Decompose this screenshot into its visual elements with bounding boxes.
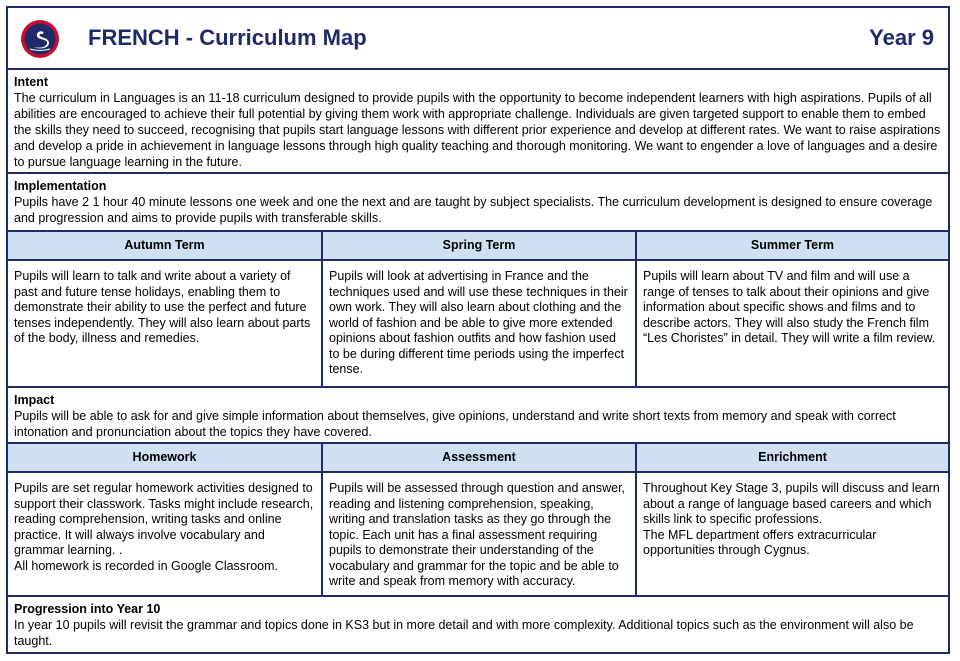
implementation-heading: Implementation [14,179,107,193]
curriculum-map-page [6,6,950,654]
impact-section [8,388,948,444]
homework-text-1: Pupils are set regular homework activities designed to support their classwork. Tasks might include research, reading comprehension, writing tasks and online practice. It will always involve vocabulary and grammar learning. . [14,481,314,557]
autumn-term-content: Pupils will learn to talk and write about a variety of past and future tense holidays, enabling them to demonstrate their ability to use the perfect and future tenses independently. They will also learn about parts of the body, illness and remedies. [8,261,323,386]
intent-section [8,70,948,174]
homework-content [8,473,323,595]
implementation-text: Pupils have 2 1 hour 40 minute lessons one week and one the next and are taught by subject specialists. The curriculum development is designed to ensure coverage and progression and aims to provide pupils with transferable skills. [14,195,933,225]
progression-heading: Progression into Year 10 [14,602,161,616]
assessment-header: Assessment [323,444,637,471]
summer-term-content: Pupils will learn about TV and film and will use a range of tenses to talk about their opinions and give information about specific shows and films and to describe actors. They will also study the French film “Les Choristes” in detail. They will write a film review. [643,269,936,345]
enrichment-text-1: Throughout Key Stage 3, pupils will discuss and learn about a range of language based careers and which skills link to specific professions. [643,481,940,526]
swan-crest-logo-icon [20,19,60,59]
spring-term-header: Spring Term [323,232,637,259]
summer-term-header: Summer Term [750,238,835,252]
autumn-term-header: Autumn Term [8,232,323,259]
enrichment-text-2: The MFL department offers extracurricular opportunities through Cygnus. [643,527,877,557]
progression-section [8,597,948,652]
extras-header-row [8,444,948,473]
terms-content-row [8,261,948,388]
spring-term-content: Pupils will look at advertising in France and the techniques used and will use these techniques in their own work. They will also learn about clothing and the world of fashion and be able to give more extended opinions about fashion outfits and how fashion used to be during different time periods using the imperfect tense. [323,261,637,386]
homework-text-2: All homework is recorded in Google Classroom. [14,558,278,573]
implementation-section [8,174,948,232]
enrichment-content [637,473,948,595]
intent-text: The curriculum in Languages is an 11-18 curriculum designed to provide pupils with the opportunity to become independent learners with high aspirations. Pupils of all abilities are encouraged to achieve their full potential by giving them work with appropriate challenge. Individuals are given targeted support to enable them to embed the skills they need to succeed, recognising that pupils start language lessons with different prior experience and develop at different rates. We want to raise aspirations and develop a pride in achievement in language lessons through high quality teaching and thorough monitoring. We want to engender a love of languages and a desire to pursue language learning in the future. [14,91,941,169]
year-label: Year 9 [869,25,934,50]
progression-text: In year 10 pupils will revisit the grammar and topics done in KS3 but in more detail and with more complexity. Additional topics such as the environment will also be taught. [14,618,914,648]
impact-heading: Impact [14,393,55,407]
page-header [8,8,948,70]
page-title: FRENCH - Curriculum Map [88,25,367,50]
enrichment-header: Enrichment [758,450,827,464]
terms-header-row [8,232,948,261]
extras-content-row [8,473,948,597]
intent-heading: Intent [14,75,49,89]
assessment-content: Pupils will be assessed through question and answer, reading and listening comprehension, speaking, writing and translation tasks as they go through the topic. Each unit has a final assessment requiring pupils to demonstrate their understanding of the vocabulary and grammar for the topic and be able to write and speak from memory with accuracy. [323,473,637,595]
homework-header: Homework [8,444,323,471]
impact-text: Pupils will be able to ask for and give simple information about themselves, give opinions, understand and write short texts from memory and speak with correct intonation and pronunciation about the topics they have covered. [14,409,896,439]
